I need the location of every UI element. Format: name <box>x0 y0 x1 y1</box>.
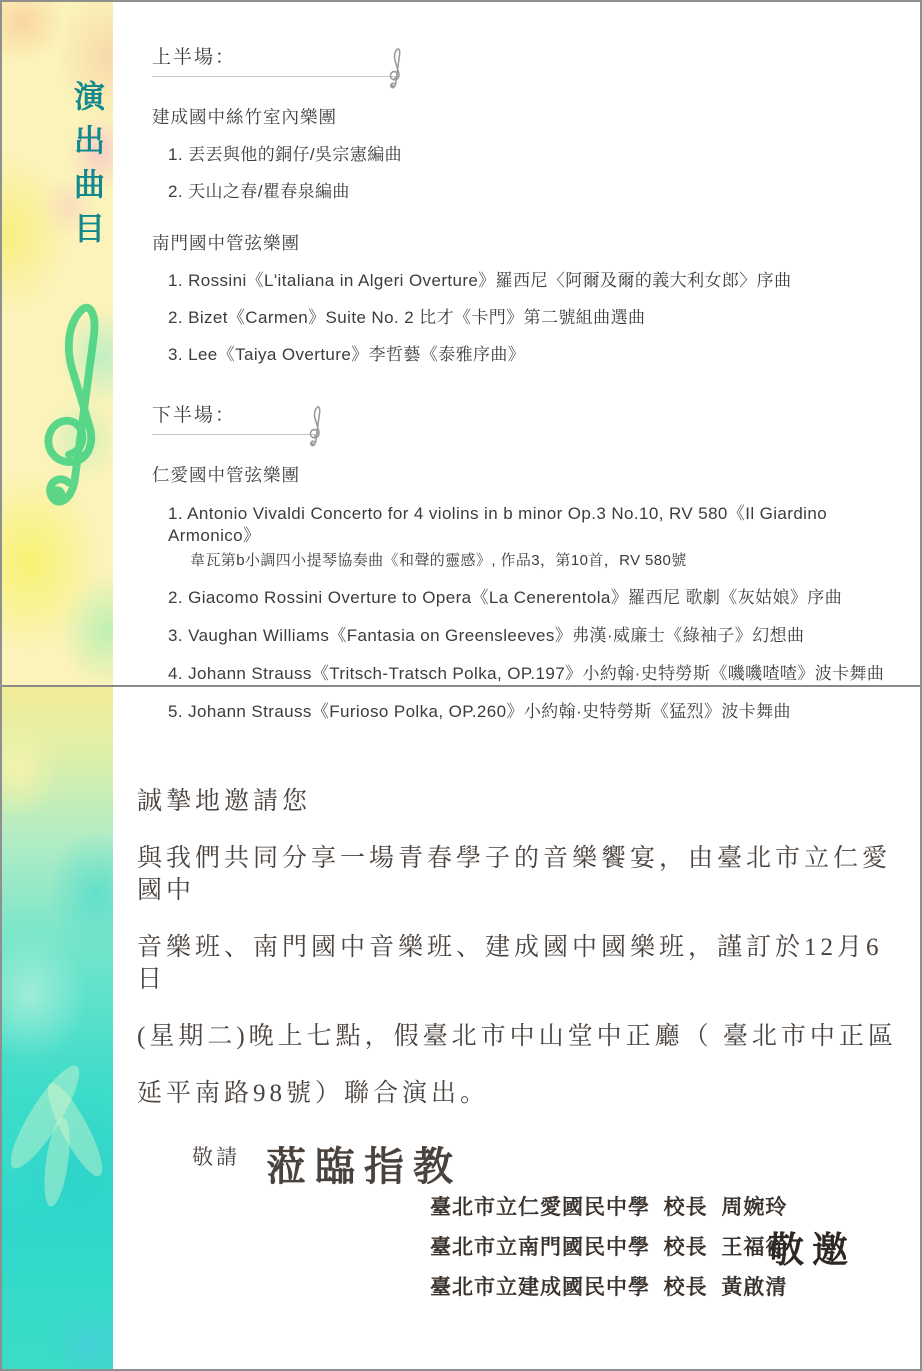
ensemble-group <box>152 230 900 366</box>
program-item: 1. Antonio Vivaldi Concerto for 4 violins in b minor Op.3 No.10, RV 580《Il Giardino Armonico》 <box>168 504 828 545</box>
invitation-line: 延平南路98號）聯合演出。 <box>137 1080 490 1107</box>
salutation <box>192 1135 897 1192</box>
panel-divider <box>2 685 922 687</box>
program-item: 3. Vaughan Williams《Fantasia on Greensleeves》弗漢·威廉士《綠袖子》幻想曲 <box>168 626 805 645</box>
invitation-text-section <box>137 786 897 1192</box>
signature-line: 臺北市立建成國民中學 校長 黃啟清 <box>430 1276 788 1299</box>
treble-clef-watermark-icon <box>40 280 132 536</box>
ensemble-name: 仁愛國中管弦樂團 <box>152 465 300 485</box>
page-title: 演出曲目 <box>69 80 104 256</box>
ensemble-name: 建成國中絲竹室內樂團 <box>152 107 337 127</box>
invitation-line: 與我們共同分享一場青春學子的音樂饗宴，由臺北市立仁愛國中 <box>137 845 892 904</box>
ensemble-name: 南門國中管弦樂團 <box>152 233 300 253</box>
signature-line: 臺北市立仁愛國民中學 校長 周婉玲 <box>430 1196 788 1219</box>
invitation-line: (星期二)晚上七點，假臺北市中山堂中正廳（ 臺北市中正區 <box>137 1023 897 1050</box>
watercolor-sidebar-bottom <box>2 687 113 1371</box>
program-item: 3. Lee《Taiya Overture》李哲藝《泰雅序曲》 <box>168 345 526 364</box>
invitation-line: 音樂班、南門國中音樂班、建成國中國樂班，謹訂於12月6日 <box>137 934 883 993</box>
treble-clef-icon <box>388 46 408 92</box>
ensemble-group <box>152 462 900 723</box>
treble-clef-icon <box>308 404 328 450</box>
first-half-label: 上半場： <box>152 47 237 68</box>
salutation-prefix: 敬請 <box>192 1145 240 1169</box>
watercolor-sidebar-top <box>2 2 113 685</box>
second-half-header <box>152 400 316 435</box>
program-item: 1. Rossini《L'italiana in Algeri Overture》羅西尼〈阿爾及爾的義大利女郎〉序曲 <box>168 271 792 290</box>
program-item: 4. Johann Strauss《Tritsch-Tratsch Polka, OP.197》小約翰·史特勞斯《嘰嘰喳喳》波卡舞曲 <box>168 664 885 683</box>
salutation-main: 蒞臨指教 <box>266 1144 462 1189</box>
program-item: 5. Johann Strauss《Furioso Polka, OP.260》小約翰·史特勞斯《猛烈》波卡舞曲 <box>168 702 791 721</box>
program-item: 2. Giacomo Rossini Overture to Opera《La Cenerentola》羅西尼 歌劇《灰姑娘》序曲 <box>168 588 843 607</box>
signature-block <box>430 1188 787 1308</box>
program-item: 2. 天山之春/瞿春泉編曲 <box>168 182 350 201</box>
first-half-header <box>152 42 396 77</box>
program-item: 2. Bizet《Carmen》Suite No. 2 比才《卡門》第二號組曲選曲 <box>168 308 646 327</box>
second-half-label: 下半場： <box>152 405 237 426</box>
program-item-translation: 韋瓦第b小調四小提琴協奏曲《和聲的靈感》, 作品3，第10首，RV 580號 <box>190 552 687 569</box>
ensemble-group <box>152 104 900 203</box>
program-section <box>152 42 900 723</box>
signature-line: 臺北市立南門國民中學 校長 王福從 <box>430 1236 788 1259</box>
invitation-line: 誠摯地邀請您 <box>137 788 312 815</box>
program-item: 1. 丟丟與他的銅仔/吳宗憲編曲 <box>168 145 403 164</box>
invite-stamp: 敬邀 <box>768 1229 857 1270</box>
